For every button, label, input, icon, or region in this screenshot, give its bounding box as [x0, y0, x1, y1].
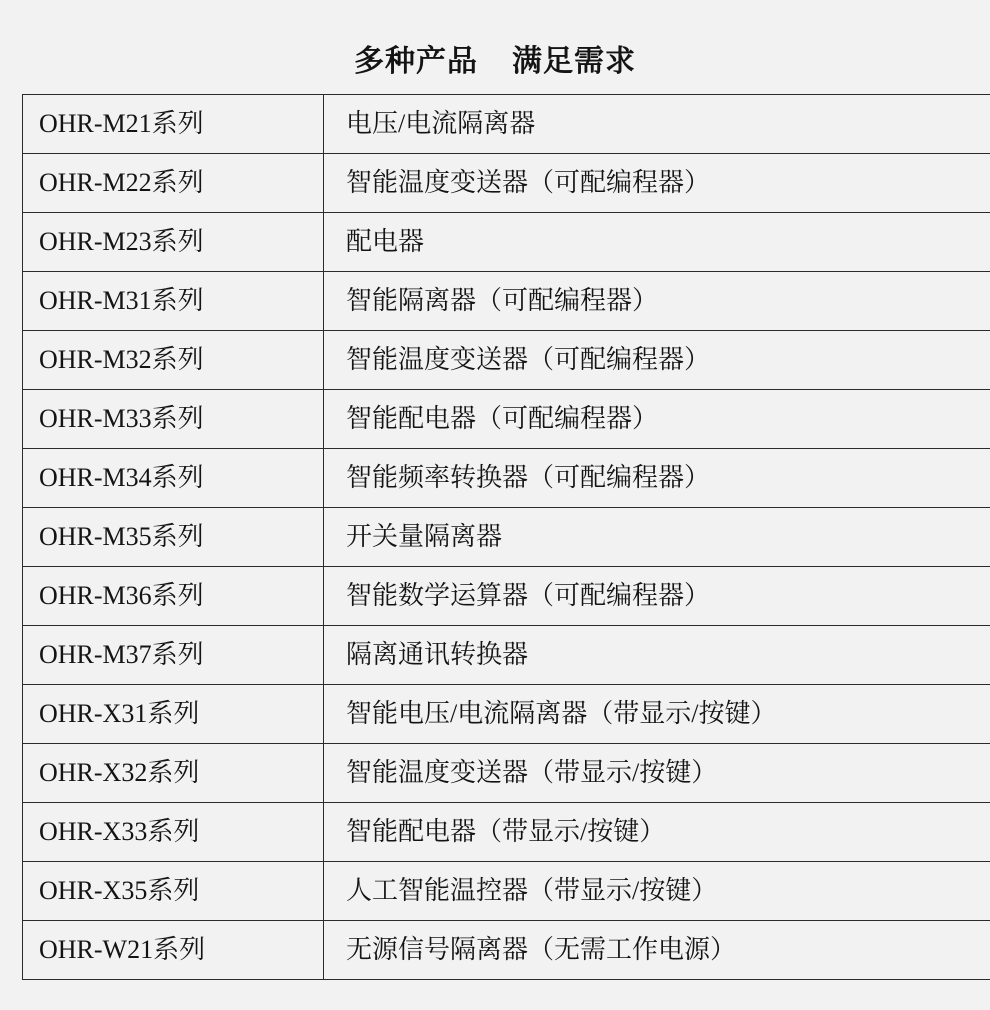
table-row: [23, 803, 990, 862]
product-description: 人工智能温控器（带显示/按键）: [324, 862, 990, 921]
product-code: OHR-M36系列: [23, 567, 324, 626]
table-row: [23, 272, 990, 331]
product-description: 智能频率转换器（可配编程器）: [324, 449, 990, 508]
product-table-container: [22, 94, 968, 980]
table-row: [23, 626, 990, 685]
page-title-part2: 满足需求: [512, 45, 636, 78]
product-code: OHR-X33系列: [23, 803, 324, 862]
product-code: OHR-M23系列: [23, 213, 324, 272]
product-description: 智能电压/电流隔离器（带显示/按键）: [324, 685, 990, 744]
table-row: [23, 685, 990, 744]
table-row: [23, 154, 990, 213]
product-description: 开关量隔离器: [324, 508, 990, 567]
product-code: OHR-X31系列: [23, 685, 324, 744]
table-row: [23, 331, 990, 390]
page-title: [0, 0, 990, 94]
product-description: 智能温度变送器（带显示/按键）: [324, 744, 990, 803]
product-description: 智能温度变送器（可配编程器）: [324, 154, 990, 213]
product-code: OHR-M37系列: [23, 626, 324, 685]
table-row: [23, 95, 990, 154]
table-row: [23, 449, 990, 508]
product-code: OHR-M22系列: [23, 154, 324, 213]
product-description: 隔离通讯转换器: [324, 626, 990, 685]
table-row: [23, 744, 990, 803]
product-description: 智能数学运算器（可配编程器）: [324, 567, 990, 626]
product-description: 无源信号隔离器（无需工作电源）: [324, 921, 990, 980]
product-code: OHR-X32系列: [23, 744, 324, 803]
product-code: OHR-M21系列: [23, 95, 324, 154]
product-description: 电压/电流隔离器: [324, 95, 990, 154]
table-row: [23, 508, 990, 567]
table-row: [23, 213, 990, 272]
product-code: OHR-W21系列: [23, 921, 324, 980]
product-description: 智能隔离器（可配编程器）: [324, 272, 990, 331]
product-code: OHR-M31系列: [23, 272, 324, 331]
product-description: 智能配电器（可配编程器）: [324, 390, 990, 449]
product-code: OHR-M34系列: [23, 449, 324, 508]
product-code: OHR-X35系列: [23, 862, 324, 921]
table-row: [23, 862, 990, 921]
product-description: 配电器: [324, 213, 990, 272]
table-row: [23, 921, 990, 980]
product-code: OHR-M35系列: [23, 508, 324, 567]
table-row: [23, 390, 990, 449]
product-description: 智能配电器（带显示/按键）: [324, 803, 990, 862]
table-row: [23, 567, 990, 626]
product-code: OHR-M32系列: [23, 331, 324, 390]
product-description: 智能温度变送器（可配编程器）: [324, 331, 990, 390]
product-table: [22, 94, 990, 980]
product-table-body: [23, 95, 990, 980]
page-title-part1: 多种产品: [354, 45, 478, 78]
product-code: OHR-M33系列: [23, 390, 324, 449]
